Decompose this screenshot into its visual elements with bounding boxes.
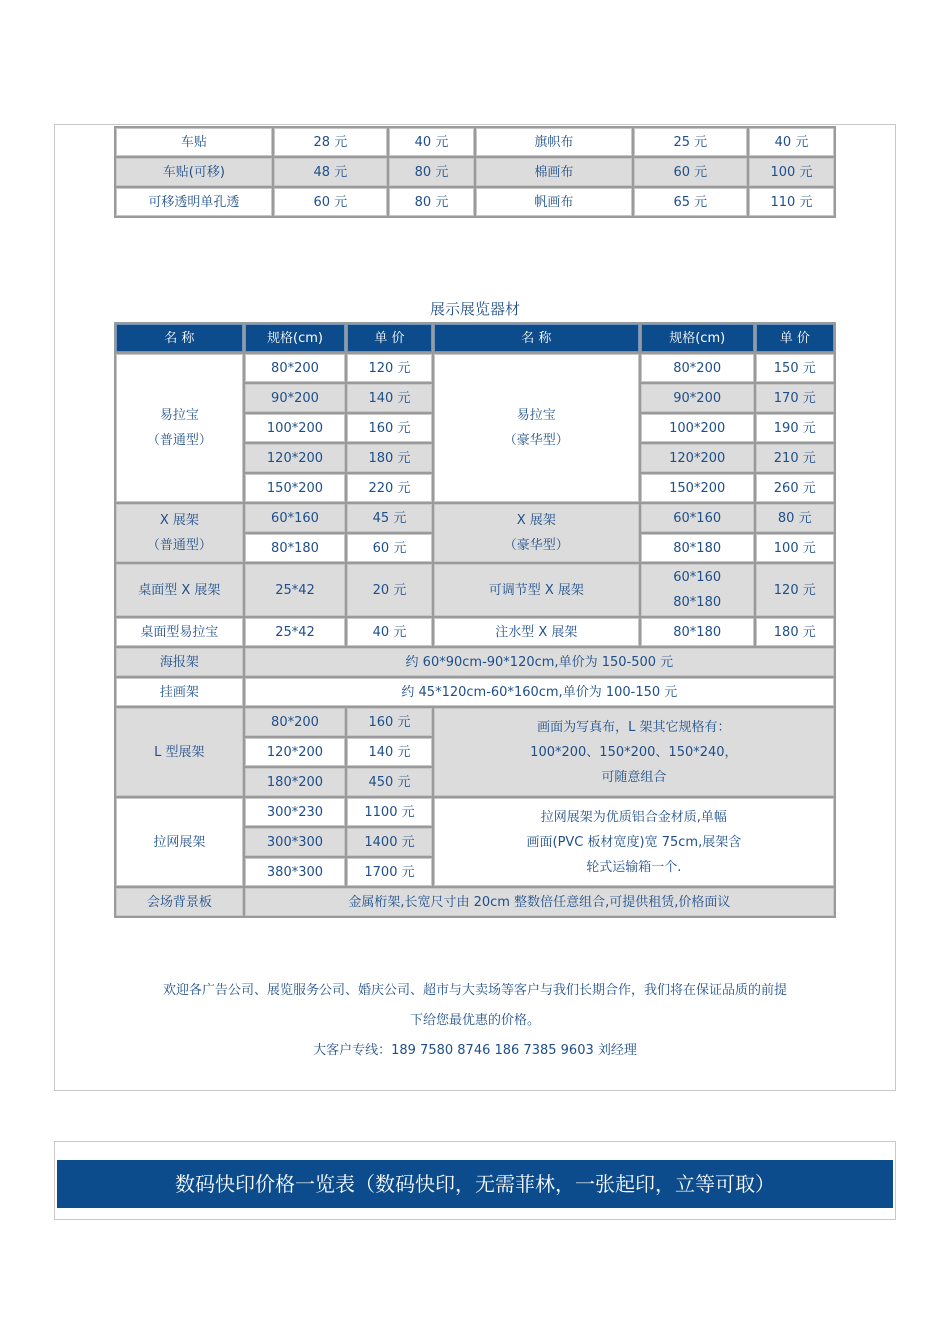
section-title: 展示展览器材	[429, 300, 520, 318]
table-row	[116, 564, 834, 616]
price-cell: 190 元	[756, 414, 834, 442]
price-cell: 25 元	[634, 128, 747, 156]
spec-cell: 90*200	[245, 384, 346, 412]
spec-cell: 100*200	[245, 414, 346, 442]
product-name: 会场背景板	[116, 888, 243, 916]
price-cell: 210 元	[756, 444, 834, 472]
product-name-cell	[434, 504, 639, 562]
table-row	[116, 618, 834, 646]
product-name-cell	[116, 354, 243, 502]
spec-cell: 80*200	[245, 354, 346, 382]
price-cell: 28 元	[274, 128, 387, 156]
material-name: 车贴(可移)	[116, 158, 272, 186]
price-cell: 100 元	[749, 158, 834, 186]
price-cell: 260 元	[756, 474, 834, 502]
material-name: 可移透明单孔透	[116, 188, 272, 216]
spec-cell: 300*300	[245, 828, 346, 856]
description-cell: 金属桁架,长宽尺寸由 20cm 整数倍任意组合,可提供租赁,价格面议	[245, 888, 834, 916]
description-line: 可随意组合	[601, 769, 667, 785]
price-cell: 40 元	[347, 618, 431, 646]
product-name-cell	[116, 504, 243, 562]
product-type: （豪华型）	[503, 538, 569, 553]
spec-cell: 80*200	[641, 354, 754, 382]
product-type: （普通型）	[146, 538, 212, 553]
column-header: 规格(cm)	[245, 324, 346, 352]
price-cell: 160 元	[347, 414, 431, 442]
product-name: 挂画架	[116, 678, 243, 706]
price-cell: 65 元	[634, 188, 747, 216]
spec-cell: 380*300	[245, 858, 346, 886]
table-row	[116, 708, 834, 736]
column-header: 规格(cm)	[641, 324, 754, 352]
column-header: 名 称	[116, 324, 243, 352]
product-name: 可调节型 X 展架	[434, 564, 639, 616]
price-cell: 160 元	[347, 708, 431, 736]
price-cell: 80 元	[389, 158, 474, 186]
column-header: 名 称	[434, 324, 639, 352]
material-name: 帆画布	[476, 188, 632, 216]
product-type: （普通型）	[146, 433, 212, 448]
price-cell: 48 元	[274, 158, 387, 186]
table-row	[116, 648, 834, 676]
price-cell: 100 元	[756, 534, 834, 562]
table-row	[116, 888, 834, 916]
column-header: 单 价	[347, 324, 431, 352]
price-cell: 1400 元	[347, 828, 431, 856]
spec-cell: 80*180	[641, 534, 754, 562]
table-row	[116, 354, 834, 382]
table-row	[116, 678, 834, 706]
price-cell: 80 元	[756, 504, 834, 532]
description-cell	[434, 798, 834, 886]
price-cell: 120 元	[347, 354, 431, 382]
product-name: 海报架	[116, 648, 243, 676]
product-name: 注水型 X 展架	[434, 618, 639, 646]
price-cell: 450 元	[347, 768, 431, 796]
spec-cell: 180*200	[245, 768, 346, 796]
spec-cell: 25*42	[245, 618, 346, 646]
description-line: 轮式运输箱一个.	[586, 859, 682, 875]
spec-cell: 80*180	[245, 534, 346, 562]
price-cell: 180 元	[756, 618, 834, 646]
spec-line: 60*160	[673, 570, 722, 585]
digital-print-banner: 数码快印价格一览表（数码快印，无需菲林，一张起印，立等可取）	[57, 1160, 893, 1208]
price-cell: 140 元	[347, 738, 431, 766]
spec-cell: 90*200	[641, 384, 754, 412]
product-name-cell	[434, 354, 639, 502]
spec-cell: 60*160	[245, 504, 346, 532]
product-name: 易拉宝	[159, 408, 199, 423]
spec-cell: 80*200	[245, 708, 346, 736]
price-cell: 220 元	[347, 474, 431, 502]
table-row	[116, 158, 834, 186]
material-price-table	[114, 126, 836, 218]
price-cell: 60 元	[347, 534, 431, 562]
description-cell: 约 60*90cm-90*120cm,单价为 150-500 元	[245, 648, 834, 676]
price-cell: 40 元	[749, 128, 834, 156]
description-line: 100*200、150*200、150*240，	[530, 744, 738, 760]
product-name: 易拉宝	[516, 408, 556, 423]
price-cell: 1100 元	[347, 798, 431, 826]
spec-cell: 120*200	[245, 738, 346, 766]
price-cell: 110 元	[749, 188, 834, 216]
table-row	[116, 188, 834, 216]
spec-cell: 60*160	[641, 504, 754, 532]
price-cell: 60 元	[634, 158, 747, 186]
product-name: X 展架	[516, 513, 556, 528]
spec-cell: 80*180	[641, 618, 754, 646]
column-header: 单 价	[756, 324, 834, 352]
spec-cell: 120*200	[641, 444, 754, 472]
description-line: 画面为写真布，L 架其它规格有：	[537, 719, 731, 735]
spec-cell: 120*200	[245, 444, 346, 472]
product-name: X 展架	[159, 513, 199, 528]
product-name: 桌面型易拉宝	[116, 618, 243, 646]
spec-cell	[641, 564, 754, 616]
table-row	[116, 504, 834, 532]
material-name: 车贴	[116, 128, 272, 156]
price-cell: 40 元	[389, 128, 474, 156]
material-name: 旗帜布	[476, 128, 632, 156]
spec-cell: 300*230	[245, 798, 346, 826]
description-line: 画面(PVC 板材宽度)宽 75cm,展架含	[526, 834, 742, 850]
table-header-row	[116, 324, 834, 352]
description-line: 拉网展架为优质铝合金材质,单幅	[540, 809, 727, 825]
table-row	[116, 798, 834, 826]
note-line: 下给您最优惠的价格。	[409, 1013, 540, 1028]
price-cell: 150 元	[756, 354, 834, 382]
display-equipment-table	[114, 322, 836, 918]
product-type: （豪华型）	[503, 433, 569, 448]
spec-cell: 100*200	[641, 414, 754, 442]
spec-cell: 25*42	[245, 564, 346, 616]
description-cell	[434, 708, 834, 796]
cooperation-note	[114, 976, 836, 1036]
price-cell: 140 元	[347, 384, 431, 412]
price-cell: 60 元	[274, 188, 387, 216]
price-cell: 120 元	[756, 564, 834, 616]
price-cell: 170 元	[756, 384, 834, 412]
table-row	[116, 128, 834, 156]
material-name: 棉画布	[476, 158, 632, 186]
description-cell: 约 45*120cm-60*160cm,单价为 100-150 元	[245, 678, 834, 706]
product-name: L 型展架	[116, 708, 243, 796]
spec-cell: 150*200	[641, 474, 754, 502]
product-name: 拉网展架	[116, 798, 243, 886]
note-line: 欢迎各广告公司、展览服务公司、婚庆公司、超市与大卖场等客户与我们长期合作，我们将在保证品质的前提	[162, 983, 787, 998]
price-cell: 80 元	[389, 188, 474, 216]
price-cell: 180 元	[347, 444, 431, 472]
contact-line: 大客户专线：189 7580 8746 186 7385 9603 刘经理	[313, 1043, 637, 1058]
price-cell: 45 元	[347, 504, 431, 532]
price-cell: 20 元	[347, 564, 431, 616]
product-name: 桌面型 X 展架	[116, 564, 243, 616]
price-cell: 1700 元	[347, 858, 431, 886]
spec-cell: 150*200	[245, 474, 346, 502]
spec-line: 80*180	[673, 595, 722, 610]
